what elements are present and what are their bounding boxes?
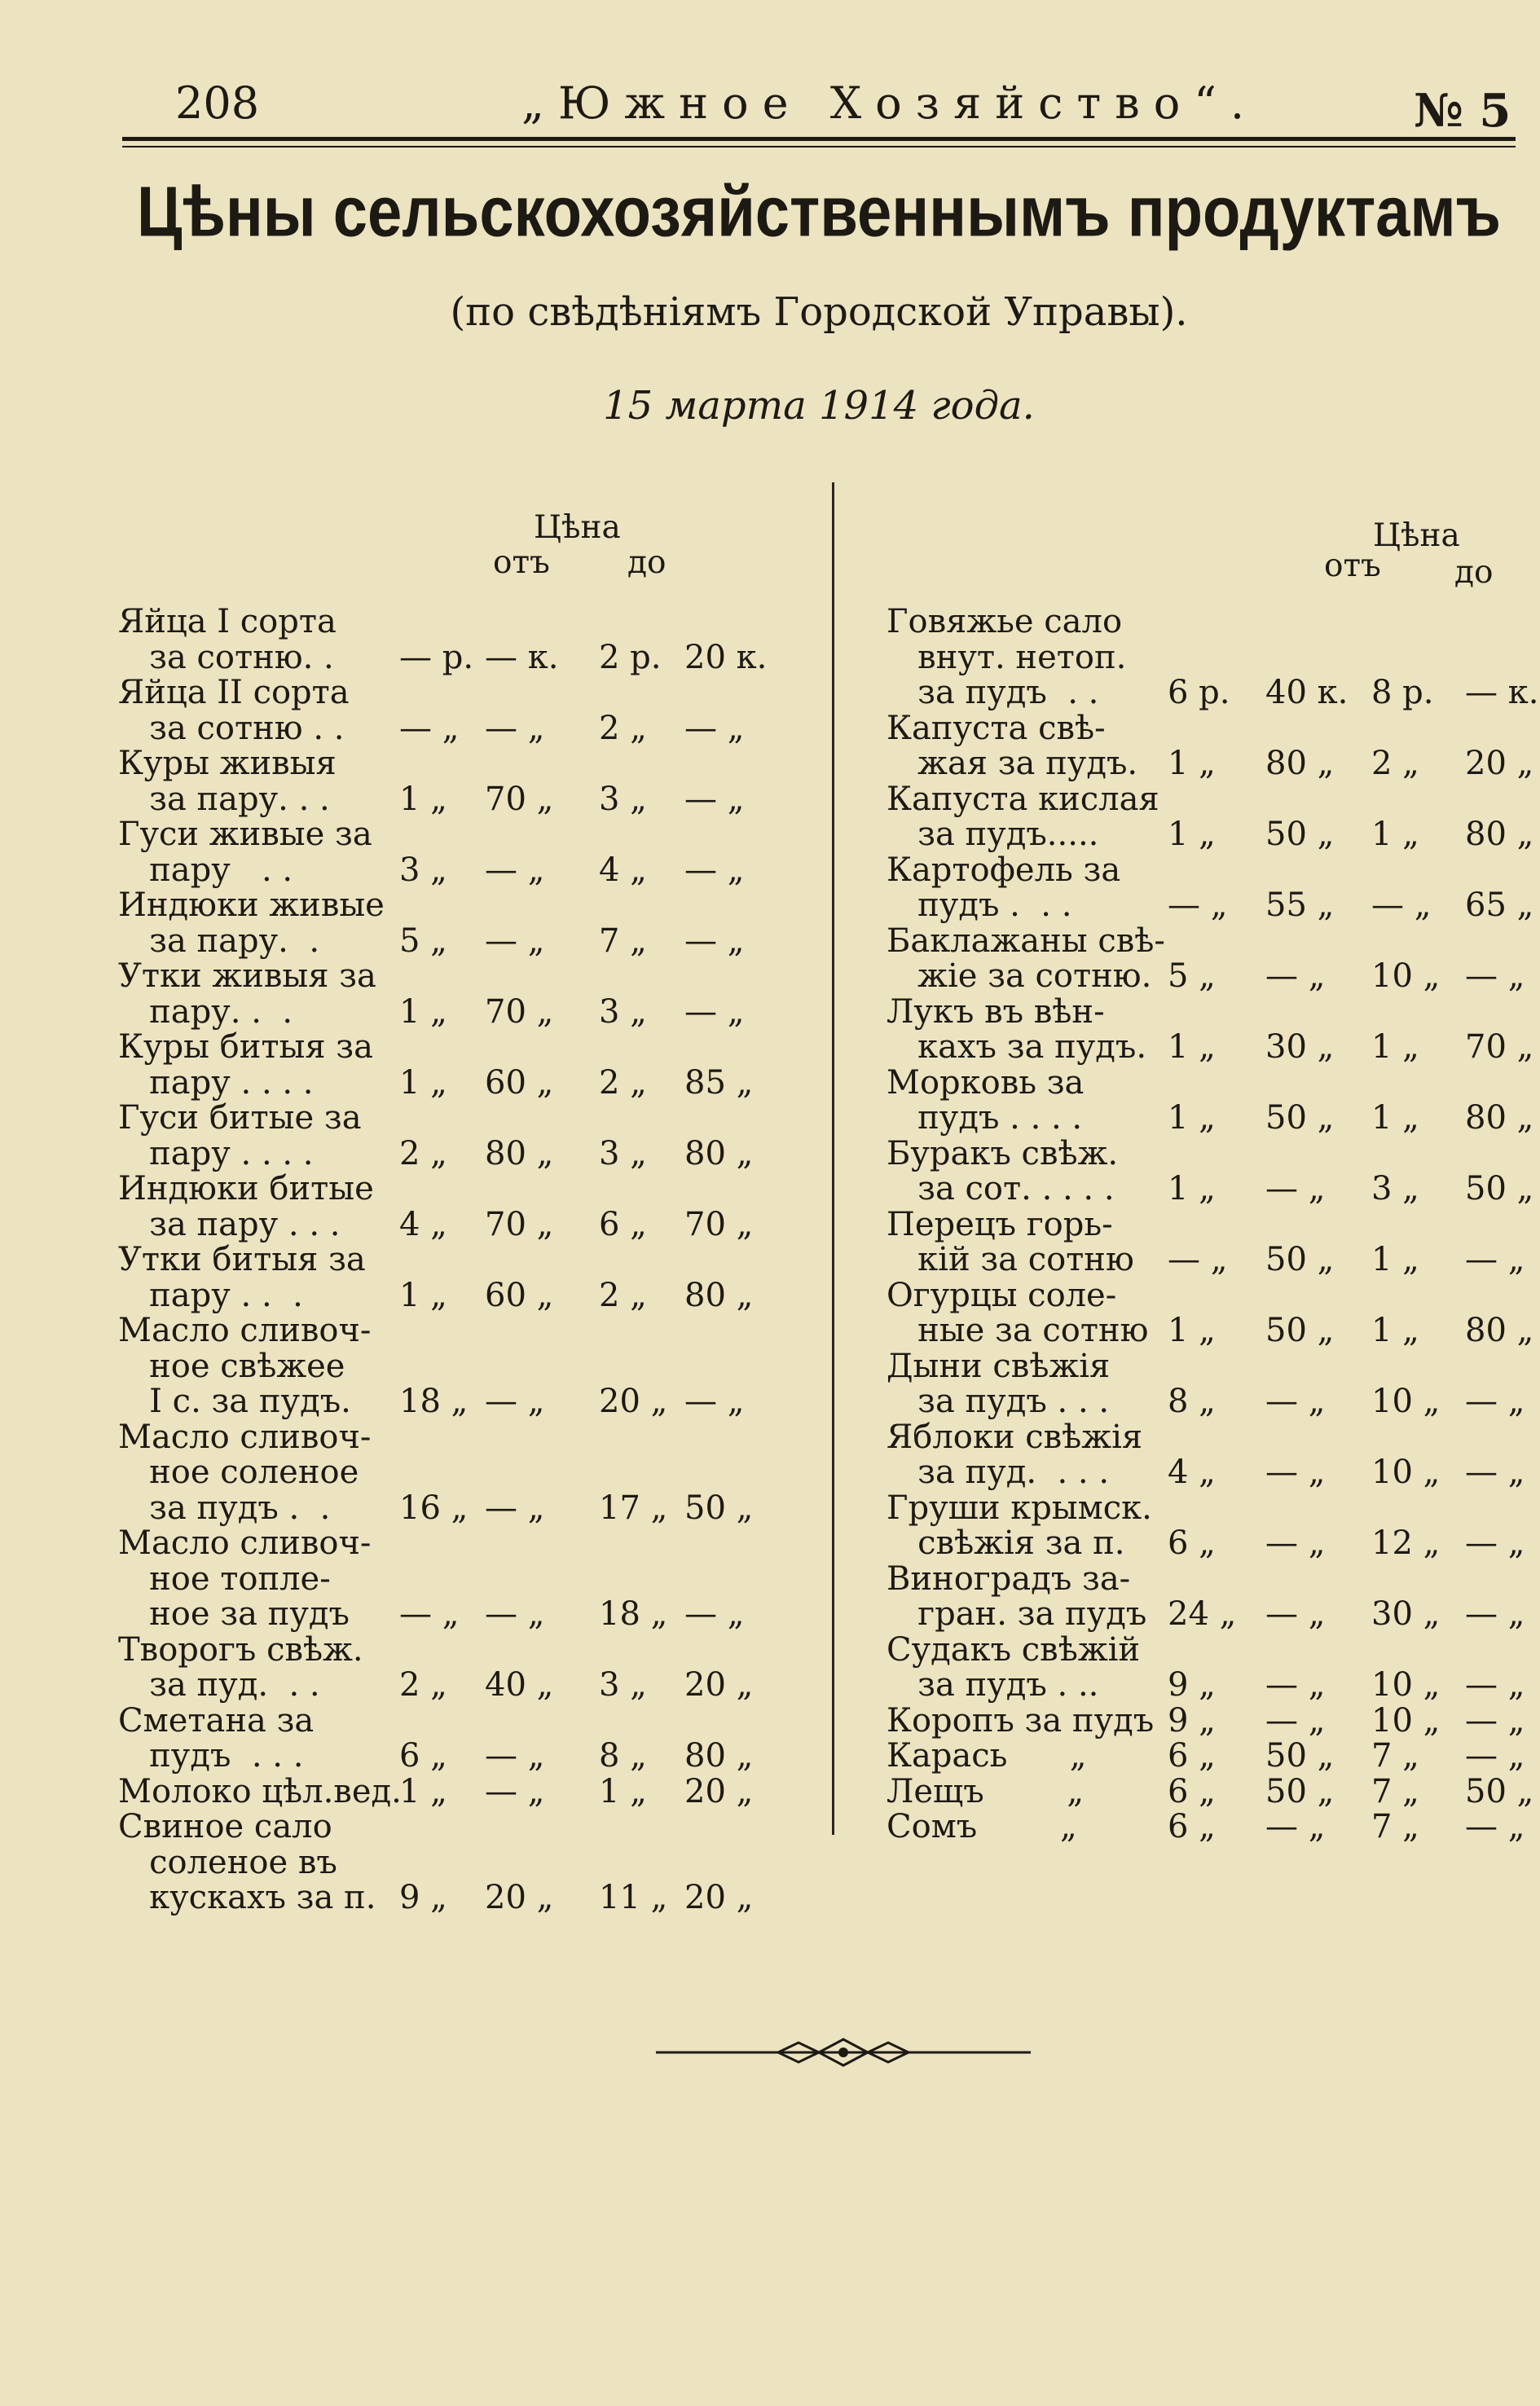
price-to-kop: 20 „ xyxy=(684,1772,754,1810)
product-name: Огурцы соле- ные за сотню xyxy=(887,1276,1149,1349)
price-row xyxy=(118,888,794,959)
price-to-rub: 10 „ xyxy=(1371,1666,1441,1704)
product-name: Коропъ за пудъ xyxy=(887,1701,1155,1740)
price-values xyxy=(118,1668,794,1704)
price-to-rub: 1 „ xyxy=(1371,1312,1419,1349)
price-from-kop: — „ xyxy=(485,1489,545,1527)
page-title: Цѣны сельскохозяйственнымъ продуктамъ xyxy=(136,172,1502,252)
price-to-rub: 8 „ xyxy=(599,1737,647,1775)
price-to-rub: 30 „ xyxy=(1371,1595,1441,1633)
price-from-kop: 50 „ xyxy=(1265,1312,1335,1349)
price-to-kop: — „ xyxy=(1465,1701,1525,1740)
price-from-kop: — „ xyxy=(1265,1383,1326,1420)
price-to-rub: 2 р. xyxy=(599,638,662,676)
price-row xyxy=(118,1772,794,1810)
price-to-kop: 70 „ xyxy=(1465,1028,1534,1066)
price-values xyxy=(118,711,794,747)
price-from-rub: 1 „ xyxy=(1168,745,1216,782)
price-from-rub: — „ xyxy=(399,709,460,747)
product-name: Капуста кислая за пудъ..... xyxy=(887,780,1159,853)
price-row xyxy=(887,1810,1530,1845)
price-to-kop: — „ xyxy=(684,709,745,747)
price-to-kop: 80 „ xyxy=(1465,1312,1534,1349)
price-values xyxy=(887,674,1539,711)
price-values xyxy=(118,853,794,889)
product-name: Картофель за пудъ . . . xyxy=(887,851,1121,924)
price-from-rub: 1 „ xyxy=(1168,1312,1216,1349)
price-from-kop: — „ xyxy=(485,1772,545,1810)
price-from-kop: 50 „ xyxy=(1265,1241,1335,1278)
price-to-kop: — „ xyxy=(1465,1383,1525,1420)
price-to-rub: 1 „ xyxy=(599,1772,647,1810)
product-name: Куры битыя за пару . . . . xyxy=(118,1028,373,1102)
price-to-rub: 3 „ xyxy=(599,992,647,1031)
product-name: Сомъ „ xyxy=(887,1808,1077,1845)
price-from-rub: — „ xyxy=(399,1595,460,1633)
price-values xyxy=(887,1739,1530,1775)
product-name: Перецъ горь- кій за сотню xyxy=(887,1205,1134,1278)
price-from-kop: 70 „ xyxy=(485,1205,554,1243)
price-values xyxy=(118,1384,794,1420)
product-name: Сметана за пудъ . . . xyxy=(118,1701,315,1775)
price-to-kop: 80 „ xyxy=(684,1134,754,1172)
price-row xyxy=(887,1134,1534,1207)
right-from-label: отъ xyxy=(1324,548,1381,584)
price-row xyxy=(887,1207,1530,1278)
price-from-kop: 70 „ xyxy=(485,992,554,1031)
price-row xyxy=(887,921,1530,995)
price-from-rub: — „ xyxy=(1168,1241,1228,1278)
price-to-rub: 11 „ xyxy=(599,1879,668,1916)
price-from-rub: 9 „ xyxy=(399,1879,447,1916)
page-subtitle: (по свѣдѣніямъ Городской Управы). xyxy=(450,289,1188,335)
price-to-rub: 2 „ xyxy=(599,1276,647,1314)
price-from-kop: 50 „ xyxy=(1265,1099,1335,1137)
price-to-kop: — „ xyxy=(684,992,745,1031)
price-row xyxy=(118,1172,794,1243)
product-name: Куры живыя за пару. . . xyxy=(118,745,337,818)
price-to-kop: 80 „ xyxy=(1465,816,1534,853)
price-from-rub: 6 р. xyxy=(1168,674,1230,711)
price-from-rub: 18 „ xyxy=(399,1383,469,1420)
price-from-kop: — „ xyxy=(485,921,545,960)
price-from-rub: 1 „ xyxy=(399,1772,447,1810)
price-to-kop: — „ xyxy=(1465,1241,1525,1278)
price-to-kop: — „ xyxy=(1465,1737,1525,1775)
product-name: Гуси живые за пару . . xyxy=(118,816,372,889)
price-from-kop: — „ xyxy=(1265,1808,1326,1845)
price-from-rub: 6 „ xyxy=(399,1737,447,1775)
price-to-rub: 1 „ xyxy=(1371,1028,1419,1066)
price-values xyxy=(118,640,794,676)
price-to-kop: — „ xyxy=(684,780,745,818)
price-from-rub: 3 „ xyxy=(399,851,447,889)
price-from-rub: 1 „ xyxy=(399,1276,447,1314)
price-row xyxy=(887,709,1534,782)
right-price-label: Цѣна xyxy=(1373,517,1460,554)
price-row xyxy=(887,1349,1530,1420)
price-from-rub: 16 „ xyxy=(399,1489,469,1527)
price-to-kop: — „ xyxy=(1465,1454,1525,1491)
price-to-kop: — к. xyxy=(1465,674,1539,711)
product-name: Груши крымск. свѣжія за п. xyxy=(887,1489,1152,1562)
price-to-kop: — „ xyxy=(684,851,745,889)
price-row xyxy=(118,746,794,817)
price-values xyxy=(118,782,794,818)
price-from-rub: 1 „ xyxy=(399,1063,447,1102)
price-from-kop: — „ xyxy=(1265,1170,1326,1207)
price-row xyxy=(118,1030,794,1101)
price-to-kop: 20 „ xyxy=(1465,745,1534,782)
price-from-rub: 1 „ xyxy=(1168,1028,1216,1066)
price-from-rub: 2 „ xyxy=(399,1666,447,1704)
price-from-kop: — „ xyxy=(485,1383,545,1420)
price-from-rub: 1 „ xyxy=(399,992,447,1031)
price-from-rub: 5 „ xyxy=(1168,957,1216,995)
price-values xyxy=(887,1668,1530,1704)
price-from-kop: 20 „ xyxy=(485,1879,554,1916)
price-to-rub: 7 „ xyxy=(1371,1772,1419,1810)
price-from-rub: 6 „ xyxy=(1168,1737,1216,1775)
price-row xyxy=(887,1559,1530,1633)
price-values xyxy=(118,1772,794,1810)
right-price-list xyxy=(887,603,1539,1845)
price-to-rub: 8 р. xyxy=(1371,674,1434,711)
price-values xyxy=(887,1810,1530,1845)
price-row xyxy=(118,1630,794,1704)
price-from-kop: — „ xyxy=(485,1595,545,1633)
price-to-rub: 20 „ xyxy=(599,1383,668,1420)
price-from-rub: 24 „ xyxy=(1168,1595,1237,1633)
journal-title: „Южное Хозяйство“. xyxy=(521,77,1258,129)
price-values xyxy=(887,1384,1530,1420)
price-to-rub: 7 „ xyxy=(1371,1808,1419,1845)
price-to-kop: 50 „ xyxy=(684,1489,754,1527)
price-row xyxy=(118,1313,794,1420)
left-price-label: Цѣна xyxy=(534,509,621,546)
price-to-rub: 3 „ xyxy=(599,1666,647,1704)
price-to-rub: 10 „ xyxy=(1371,1701,1441,1740)
price-row xyxy=(118,1810,794,1916)
price-row xyxy=(118,959,794,1030)
price-row xyxy=(887,1276,1534,1349)
price-to-rub: — „ xyxy=(1371,886,1432,924)
price-from-rub: 5 „ xyxy=(399,921,447,960)
price-row xyxy=(887,1772,1534,1810)
price-values xyxy=(118,1207,794,1243)
price-to-kop: — „ xyxy=(1465,957,1525,995)
left-to-label: до xyxy=(627,544,667,581)
product-name: Виноградъ за- гран. за пудъ xyxy=(887,1559,1147,1633)
price-to-kop: 80 „ xyxy=(1465,1099,1534,1137)
product-name: Морковь за пудъ . . . . xyxy=(887,1063,1085,1137)
price-from-kop: 30 „ xyxy=(1265,1028,1335,1066)
price-from-rub: 1 „ xyxy=(1168,1170,1216,1207)
price-from-kop: 70 „ xyxy=(485,780,554,818)
price-values xyxy=(118,1278,794,1314)
price-to-kop: — „ xyxy=(1465,1808,1525,1845)
product-name: Индюки битые за пару . . . xyxy=(118,1170,374,1243)
product-name: Утки битыя за пару . . . xyxy=(118,1241,366,1314)
page-header xyxy=(122,77,1516,143)
price-values xyxy=(887,1526,1530,1562)
price-values xyxy=(887,1772,1534,1810)
price-from-rub: — р. xyxy=(399,638,474,676)
price-from-kop: — „ xyxy=(1265,1595,1326,1633)
price-from-rub: 9 „ xyxy=(1168,1666,1216,1704)
price-from-kop: 50 „ xyxy=(1265,1772,1335,1810)
price-to-rub: 4 „ xyxy=(599,851,647,889)
price-from-rub: 1 „ xyxy=(1168,816,1216,853)
price-row xyxy=(887,603,1539,711)
price-from-kop: — к. xyxy=(485,638,559,676)
product-name: Масло сливоч- ное топле- ное за пудъ xyxy=(118,1524,372,1633)
price-row xyxy=(887,1630,1530,1704)
price-from-kop: — „ xyxy=(1265,957,1326,995)
product-name: Свиное сало соленое въ кускахъ за п. xyxy=(118,1808,376,1916)
price-from-rub: 6 „ xyxy=(1168,1808,1216,1845)
price-from-rub: 4 „ xyxy=(1168,1454,1216,1491)
header-rule-thin xyxy=(122,146,1516,147)
price-row xyxy=(887,992,1534,1066)
price-to-rub: 3 „ xyxy=(599,1134,647,1172)
product-name: Лукъ въ вѣн- кахъ за пудъ. xyxy=(887,992,1147,1066)
price-values xyxy=(887,1597,1530,1633)
price-from-kop: — „ xyxy=(485,851,545,889)
product-name: Масло сливоч- ное соленое за пудъ . . xyxy=(118,1418,372,1527)
price-from-kop: 60 „ xyxy=(485,1276,554,1314)
price-to-rub: 3 „ xyxy=(599,780,647,818)
product-name: Яйца I сорта за сотню. . xyxy=(118,603,337,676)
price-row xyxy=(118,675,794,746)
price-values xyxy=(118,1597,794,1633)
price-from-rub: 6 „ xyxy=(1168,1524,1216,1562)
price-values xyxy=(887,1455,1530,1491)
price-to-rub: 1 „ xyxy=(1371,1099,1419,1137)
price-values xyxy=(118,1491,794,1527)
product-name: Буракъ свѣж. за сот. . . . . xyxy=(887,1134,1119,1207)
product-name: Молоко цѣл.вед. xyxy=(118,1772,402,1810)
price-from-kop: — „ xyxy=(1265,1524,1326,1562)
price-from-kop: — „ xyxy=(1265,1666,1326,1704)
price-row xyxy=(887,1701,1530,1740)
price-to-rub: 6 „ xyxy=(599,1205,647,1243)
price-to-kop: 20 „ xyxy=(684,1879,754,1916)
price-from-kop: 50 „ xyxy=(1265,816,1335,853)
price-to-rub: 7 „ xyxy=(1371,1737,1419,1775)
ornament-divider xyxy=(656,2034,1031,2070)
price-to-rub: 1 „ xyxy=(1371,816,1419,853)
price-to-kop: — „ xyxy=(684,921,745,960)
column-divider xyxy=(832,482,834,1835)
product-name: Яблоки свѣжія за пуд. . . . xyxy=(887,1418,1143,1491)
price-row xyxy=(887,1420,1530,1491)
product-name: Карась „ xyxy=(887,1737,1087,1775)
price-to-rub: 7 „ xyxy=(599,921,647,960)
price-to-rub: 10 „ xyxy=(1371,1454,1441,1491)
price-from-rub: 9 „ xyxy=(1168,1701,1216,1740)
product-name: Дыни свѣжія за пудъ . . . xyxy=(887,1347,1111,1420)
price-to-kop: 20 к. xyxy=(684,638,768,676)
product-name: Творогъ свѣж. за пуд. . . xyxy=(118,1630,363,1704)
price-to-kop: 80 „ xyxy=(684,1737,754,1775)
price-to-rub: 18 „ xyxy=(599,1595,668,1633)
product-name: Утки живыя за пару. . . xyxy=(118,957,376,1031)
price-row xyxy=(118,1101,794,1172)
price-row xyxy=(887,1491,1530,1562)
price-row xyxy=(887,851,1534,924)
price-from-kop: 80 „ xyxy=(1265,745,1335,782)
price-from-kop: — „ xyxy=(1265,1701,1326,1740)
issue-number: № 5 xyxy=(1414,84,1511,138)
price-to-rub: 17 „ xyxy=(599,1489,668,1527)
header-rule-thick xyxy=(122,137,1516,141)
price-to-kop: — „ xyxy=(1465,1666,1525,1704)
price-from-kop: 40 „ xyxy=(485,1666,554,1704)
product-name: Яйца II сорта за сотню . . xyxy=(118,674,350,747)
price-to-kop: 50 „ xyxy=(1465,1772,1534,1810)
price-from-rub: 8 „ xyxy=(1168,1383,1216,1420)
price-to-rub: 1 „ xyxy=(1371,1241,1419,1278)
price-to-rub: 10 „ xyxy=(1371,957,1441,995)
price-row xyxy=(118,605,794,675)
price-from-rub: 2 „ xyxy=(399,1134,447,1172)
price-from-kop: 50 „ xyxy=(1265,1737,1335,1775)
price-to-rub: 2 „ xyxy=(599,709,647,747)
price-row xyxy=(118,1701,794,1775)
price-from-kop: — „ xyxy=(1265,1454,1326,1491)
left-from-label: отъ xyxy=(493,544,550,581)
price-from-rub: 1 „ xyxy=(1168,1099,1216,1137)
product-name: Индюки живые за пару. . xyxy=(118,886,385,960)
price-row xyxy=(118,817,794,888)
price-to-kop: 50 „ xyxy=(1465,1170,1534,1207)
price-row xyxy=(887,780,1534,853)
price-values xyxy=(887,959,1530,995)
product-name: Судакъ свѣжій за пудъ . .. xyxy=(887,1630,1141,1704)
left-price-list xyxy=(118,605,794,1916)
product-name: Лещъ „ xyxy=(887,1772,1085,1810)
price-from-rub: 6 „ xyxy=(1168,1772,1216,1810)
page-number: 208 xyxy=(175,77,260,129)
price-to-rub: 2 „ xyxy=(599,1063,647,1102)
price-from-kop: — „ xyxy=(485,1737,545,1775)
price-to-rub: 3 „ xyxy=(1371,1170,1419,1207)
price-values xyxy=(118,1880,794,1916)
price-from-kop: 60 „ xyxy=(485,1063,554,1102)
price-to-rub: 10 „ xyxy=(1371,1383,1441,1420)
price-to-kop: — „ xyxy=(1465,1524,1525,1562)
price-values xyxy=(887,1243,1530,1278)
product-name: Гуси битые за пару . . . . xyxy=(118,1099,362,1172)
price-from-rub: — „ xyxy=(1168,886,1228,924)
product-name: Баклажаны свѣ- жіе за сотню. xyxy=(887,921,1165,995)
product-name: Говяжье сало внут. нетоп. за пудъ . . xyxy=(887,603,1127,711)
price-to-kop: 70 „ xyxy=(684,1205,754,1243)
price-to-kop: 80 „ xyxy=(684,1276,754,1314)
price-row xyxy=(118,1420,794,1527)
report-date: 15 марта 1914 года. xyxy=(603,383,1035,429)
price-row xyxy=(887,1063,1534,1137)
price-to-rub: 12 „ xyxy=(1371,1524,1441,1562)
price-values xyxy=(887,1701,1530,1740)
price-to-rub: 2 „ xyxy=(1371,745,1419,782)
price-from-kop: 55 „ xyxy=(1265,886,1335,924)
price-to-kop: 65 „ xyxy=(1465,886,1534,924)
price-from-kop: 80 „ xyxy=(485,1134,554,1172)
price-to-kop: — „ xyxy=(1465,1595,1525,1633)
price-to-kop: — „ xyxy=(684,1383,745,1420)
price-from-kop: 40 к. xyxy=(1265,674,1349,711)
price-row xyxy=(887,1739,1530,1775)
product-name: Капуста свѣ- жая за пудъ. xyxy=(887,709,1138,782)
price-from-rub: 1 „ xyxy=(399,780,447,818)
price-from-rub: 4 „ xyxy=(399,1205,447,1243)
price-to-kop: 85 „ xyxy=(684,1063,754,1102)
price-to-kop: 20 „ xyxy=(684,1666,754,1704)
product-name: Масло сливоч- ное свѣжее I с. за пудъ. xyxy=(118,1312,372,1420)
right-to-label: до xyxy=(1454,554,1494,591)
price-to-kop: — „ xyxy=(684,1595,745,1633)
price-row xyxy=(118,1526,794,1633)
price-from-kop: — „ xyxy=(485,709,545,747)
price-row xyxy=(118,1243,794,1313)
price-values xyxy=(118,1739,794,1775)
